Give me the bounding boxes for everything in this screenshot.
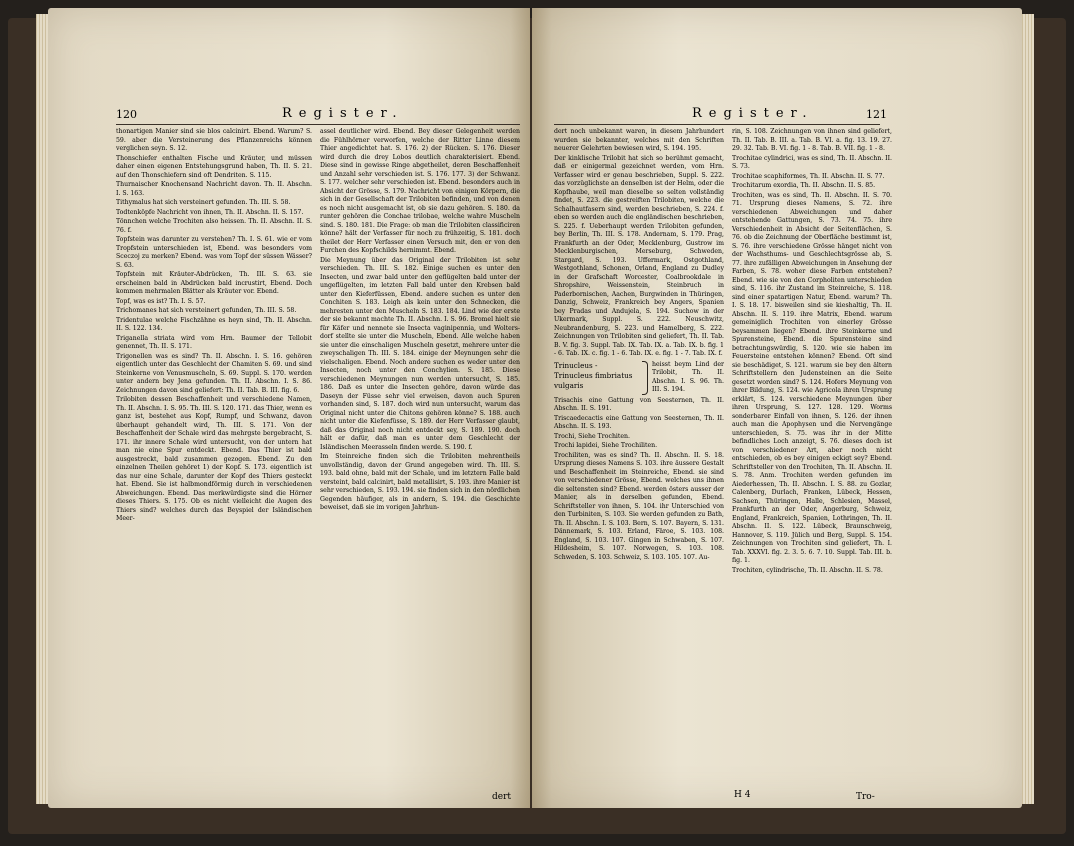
signature-mark: H 4: [734, 790, 751, 800]
index-entry: Trochitarum exordia, Th. II. Abschn. II. S. 85.: [732, 182, 876, 189]
index-entry: Trochitae scaphiformes, Th. II. Abschn. II. S. 77.: [732, 172, 885, 180]
index-entry: Trilobiten dessen Beschaffenheit und verschiedene Namen, Th. II. Abschn. I. S. 95. Th. III. S. 120. 171. das Thier, wenn es ganz ist, bestehet aus Kopf, Rumpf, und Schwanz, davon überhaupt gehandelt wird, Th. III. S. 171. Von der Beschaffenheit der Schale wird das mehrgste bergebracht, S. 171. ihr innere Schale wird untersucht, von der untern hat man nie eine Spur entdeckt. Ebend. Das Thier ist bald ausgestreckt, bald zusammen gezogen. Ebend. Zu den einzelnen Theilen gehöret 1) der Kopf. S. 173. eigentlich ist das nur eine Schale, darunter der Kopf des Thiers gesteckt hat. Ebend. Sie ist halbmondförmig durch in verschiedenen Abweichungen. Ebend. Das merkwürdigste sind die Hörner dieses Thiers. S. 175. Ob es nicht vielleicht die Augen des Thiers sind? welches durch das Beyspiel der Isländischen Meer-: [116, 396, 312, 522]
index-entry: Tridentulae welche Fischzähne es heyn sind, Th. II. Abschn. II. S. 122. 134.: [116, 316, 312, 332]
index-entry: Die Meynung über das Original der Trilobiten ist sehr verschieden. Th. III. S. 182. Einige suchen es unter den Insecten, und zwar bald unter den geflügelten bald unter der ungeflügelten, im letzten Fall bald unter den Krebsen bald unter den Kieferfüssen, Ebend. andere suchen es unter den Conchiten S. 183. Leigh als kein unter den Schnecken, die mehresten unter den Muscheln S. 183. 184. Lind wie der erste der sie bekannt machte Th. II. Abschn. I. S. 96. Bromel hielt sie für Käfer und nennete sie Insecta vaginipennia, und Wolters-dorf stellte sie unter die Muscheln, Ebend. Alle welche haben sie unter die einschaligen Muscheln gesetzt, mehrere unter die zweyschaligen Th. III. S. 184. einige der Meynungen sehr die vielschaligen. Ebend. Noch andere suchen es weder unter den Insecten, noch unter den Conchylien. S. 185. Diese verschiedenen Meynungen nun werden untersucht, S. 185. 186. Daß es unter die Insecten gehöre, davon würde das Daseyn der Füsse sehr viel erweisen, davon auch Spuren vorhanden sind, S. 187. doch wird nun untersucht, warum das Original nicht unter die Chitons gehören könne? S. 188. auch nicht unter die Kiefenfüsse, S. 189. der Herr Verfasser glaubt, daß das Original noch nicht entdeckt sey, S. 189. 190. doch hält er dafür, daß man es unter dem Geschlecht der Isländischen Meerasseln finden werde. S. 190. f.: [320, 256, 520, 451]
index-entry: Trichomanes hat sich versteinert gefunden, Th. III. S. 58.: [116, 307, 297, 314]
brace-bracket: [642, 361, 648, 395]
index-entry: Tönnchen welche Trochiten also heissen. Th. II. Abschn. II. S. 76. f.: [116, 218, 312, 234]
index-entry: Triscaedecactis eine Gattung von Seesternen, Th. II. Abschn. II. S. 193.: [554, 414, 724, 430]
brace-terms: [554, 361, 642, 395]
index-entry: Thurnaischer Knochensand Nachricht davon. Th. II. Abschn. I. S. 163.: [116, 181, 312, 197]
index-entry: Trisachis eine Gattung von Seesternen, Th. II. Abschn. II. S. 191.: [554, 396, 724, 412]
index-entry: thonartigen Manier sind sie blos calcinirt. Ebend. Warum? S. 59. aber die Versteinerung des Pflanzenreichs können verglichen seyn. S. 12.: [116, 128, 312, 152]
index-entry: Tithymalus hat sich versteinert gefunden. Th. III. S. 58.: [116, 199, 291, 206]
index-entry: Thonschiefer enthalten Fische und Kräuter, und müssen daher einen eigenen Entstehungsgrund haben, Th. II. S. 21. auf den Thonschiefern sind oft Dendriten. S. 115.: [116, 154, 312, 179]
index-entry: assel deutlicher wird. Ebend. Bey dieser Gelegenheit werden die Fühlhörner verworfen, welche der Ritter Linne diesem Thier angedichtet hat. S. 176. 2) der Rücken. S. 176. Dieser wird durch die drey Lobos deutlich charakterisiert. Ebend. Diese sind in gewisse Ringe abgetheilet, deren Beschaffenheit und Anzahl sehr verschieden ist. S. 176. 177. 3) der Schwanz. S. 177. welcher sehr verschieden ist. Ebend. besonders auch in Absicht der Grösse, S. 179. Nachricht von einigen Körpern, die sich in der Gesellschaft der Trilobiten befinden, und von denen es noch nicht ausgemacht ist, ob sie dazu gehören. S. 180. da runter gehören die Conchae trilobae, welche wahre Muscheln sind. S. 180. 181. Die Frage: ob man die Trilobiten classificiren könne? hält der Verfasser für noch zu frühzeitig, S. 181. doch theilet der Herr Verfasser einen Versuch mit, den er von den Furchen des Kopfschilds hernimmt. Ebend.: [320, 128, 520, 254]
index-entry: Trigonellen was es sind? Th. II. Abschn. I. S. 16. gehören eigentlich unter das Geschlecht der Chamiten S. 69. und sind Steinkerne von Venusmuscheln, S. 69. Suppl. S. 170. werden unter andern bey Jena gefunden. Th. II. Abschn. I. S. 86. Zeichnungen davon sind geliefert: Th. II. Tab. B. III. fig. 6.: [116, 352, 312, 394]
index-entry: Trinucleus -: [554, 360, 598, 370]
right-running-head: Register.: [692, 106, 814, 121]
index-entry: Triganella striata wird vom Hrn. Baumer der Tellobit genennet, Th. II. S. 171.: [116, 334, 312, 350]
index-entry: rin, S. 108. Zeichnungen von ihnen sind geliefert, Th. II. Tab. B. III. a. Tab. B. VI. a. fig. 13. 19. 27. 29. 32. Tab. B. VI. fig. 1 - 8. Tab. B. VII. fig. 1 - 8.: [732, 128, 892, 152]
index-entry: Der kinklische Trilobit hat sich so berühmt gemacht, daß er einigermal gezeichnet werden, vom Hrn. Verfasser wird er genau beschrieben, Suppl. S. 222. das vorzüglichste an denselben ist der Helm, oder die Kopfhaube, weil man dieselbe so selten vollständig findet, S. 223. die gestreiften Trilobiten, welche die Schalhautfasern sind, werden beschrieben, S. 224. f. eben so werden auch die engländischen beschrieben, S. 225. f. Ueberhaupt werden Trilobiten gefunden, bey Berlin, Th. III. S. 178. Andernam, S. 179. Prag, Frankfurth an der Oder, Mecklenburg, Gustrow im Mecklenburgischen, Merseburg, Schweden, Stargard, S. 193. Uffermark, Ostgothland, Westgothland, Schonen, Orland, England zu Dudley in der Grafschaft Worcester, Coalbrookdale in Shropshire, Weissenstein, Steinbruch in Paderbornischen, Aachen, Burgwinden in Thüringen, Danzig, Schweiz, Frankreich bey Angers, Spanien bey Pradas und Andujela, S. 194. Suchow in der Ukermark, Suppl. S. 222. Neuschwitz, Neubrandenburg, S. 223. und Hamelberg, S. 222. Zeichnungen von Trilobiten sind geliefert, Th. II. Tab. B. V. fig. 3. Suppl. Tab. IX. Tab. IX. a. Tab. IX. b. fig. 1 - 6. Tab. IX. c. fig. 1 - 6. Tab. IX. e. fig. 1 - 7. Tab. IX. f.: [554, 154, 724, 357]
index-entry: Trochiten, cylindrische, Th. II. Abschn. II. S. 78.: [732, 566, 883, 574]
left-header-rule: [116, 124, 520, 125]
index-entry: Im Steinreiche finden sich die Trilobiten mehrentheils unvollständig, davon der Grund angegeben wird. Th. III. S. 193. bald ohne, bald mit der Schale, und im letztern Falle bald versteint, bald calcinirt, bald metallisirt, S. 193. ihre Manier ist sehr verschieden, S. 193. 194. sie finden sich in den nördlichen Gegenden häufiger, als in andern, S. 194. die Geschichte beweiset, daß sie im vorigen Jahrhun-: [320, 453, 520, 511]
index-entry: Trochi, Siehe Trochiten.: [554, 432, 631, 440]
left-running-head: Register.: [282, 106, 404, 121]
left-column-1: [116, 128, 312, 525]
index-entry: Todtenköpfe Nachricht von ihnen, Th. II. Abschn. II. S. 157.: [116, 208, 304, 216]
right-page-number: 121: [866, 108, 887, 121]
index-entry: Topf, was es ist? Th. I. S. 57.: [116, 297, 206, 305]
brace-description: heisst beym Lind der Trilobit, Th. II. Abschn. I. S. 96. Th. III. S. 194.: [652, 360, 724, 393]
index-entry: Trochiliten, was es sind? Th. II. Abschn. II. S. 18. Ursprung dieses Namens S. 103. ihre äussere Gestalt und Beschaffenheit im Steinreiche, Ebend. sie sind von verschiedener Grösse, Ebend. welches uns ihnen die seltensten sind? Ebend. werden östers ausser der Manier, als in derselben gefunden, Ebend. Schriftsteller von ihnen, S. 104. ihr Unterschied von den Turbiniten, S. 103. Sie werden gefunden zu Bath, Th. II. Abschn. I. S. 103. Bern, S. 107. Bayern, S. 131. Dännemark, S. 103. Erland, Färoe, S. 103. 108. England, S. 103. 107. Gingen in Schwaben, S. 107. Hildesheim, S. 107. Norwegen, S. 103. 108. Schweden, S. 103. Schweiz, S. 103. 105. 107. Au-: [554, 451, 724, 561]
index-entry: dert noch unbekannt waren, in diesem Jahrhundert wurden sie bekannter, welches mit den Schriften neuerer Gelehrten bewiesen wird, S. 194. 195.: [554, 128, 724, 152]
index-entry: Trochiten, was es sind, Th. II. Abschn. II. S. 70. 71. Ursprung dieses Namens, S. 72. ihre verschiedenen Abweichungen und daher entstehende Gattungen, S. 73. 74. 75. ihre Verschiedenheit in Absicht der Seitenflächen, S. 76. ob die Zeichnung der Oberfläche bestimmt ist, S. 76. ihre verschiedene Grösse hänget nicht von der Wachsthums- und Geschlechtsgrösse ab, S. 77. ihre zufälligen Abweichungen in Ansehung der Farben, S. 78. woher diese Farben entstehen? Ebend. wie sie von den Corpholiten unterschieden sind, S. 116. ihr Zustand im Steinreiche, S. 118. sind einer spatartigen Natur, Ebend. warum? Th. I. S. 18. 17. bisweilen sind sie kieshaltig, Th. II. Abschn. II. S. 119. ihre Matrix, Ebend. warum gemeiniglich Trochiten von einerley Grösse beysammen liegen? Ebend. ihre Steinkerne und Spurensteine, Ebend. die Spurensteine sind betrachtungswürdig, S. 120. wie sie haben im Feuersteine entstehen können? Ebend. Oft sind sie beschädiget, S. 121. warum sie bey den ältern Schriftstellern den Judensteinen an die Seite gesetzt worden sind? S. 124. Hofers Meynung von ihrer Bildung, S. 124. wie Agricola ihren Ursprung erklärt, S. 124. verschiedene Meynungen über ihren Ursprung, S. 127. 128. 129. Worms sonderbarer Einfall von ihnen, S. 126. der ihnen auch man die Apophysen und die Nervengänge unterschieden, S. 75. was ihr in der Mitte befindliches Loch anzeigt, S. 76. dieses doch ist von verschiedener Art, aber noch nicht entschieden, ob es bey einigen eckigt sey? Ebend. Schriftsteller von den Trochiten, Th. II. Abschn. II. S. 78. Anm. Trochiten werden gefunden im Aiederhessen, Th. II. Abschn. I. S. 88. zu Gozlar, Calenberg, Durlach, Franken, Lübeck, Hessen, Sachsen, Thüringen, Halle, Schlesien, Massel, Frankfurth an der Oder, Angerburg, Schweiz, England, Frankreich, Spanien, Lothringen, Th. II. Abschn. II. S. 122. Lübeck, Braunschweig, Hannover, S. 119. Jülich und Berg, Suppl. S. 154. Zeichnungen von Trochiten sind geliefert, Th. I. Tab. XXXVI. fig. 2. 3. 5. 6. 7. 10. Suppl. Tab. III. b. fig. 1.: [732, 191, 892, 564]
right-header-rule: [554, 124, 880, 125]
left-catchword: dert: [492, 792, 512, 802]
right-column-2: [732, 128, 892, 576]
left-column-2: [320, 128, 520, 514]
index-entry: vulgaris: [554, 380, 584, 390]
trinucleus-brace-group: [554, 361, 724, 395]
right-page-edges: [1020, 14, 1034, 804]
index-entry: Trochitae cylindrici, was es sind, Th. II. Abschn. II. S. 73.: [732, 154, 892, 170]
index-entry: Trinucleus fimbriatus: [554, 370, 633, 380]
right-catchword: Tro-: [856, 792, 875, 802]
index-entry: Topfstein was darunter zu verstehen? Th. I. S. 61. wie er vom Tropfstein unterschieden ist, Ebend. was besonders vom Sceczoj zu merken? Ebend. was vom Topf der süssen Wässer? S. 63.: [116, 236, 312, 269]
index-entry: Trochi lapidei, Siehe Trochiliten.: [554, 442, 658, 449]
index-entry: Topfstein mit Kräuter-Abdrücken, Th. III. S. 63. sie erscheinen bald in Abdrücken bald incrustirt, Ebend. Doch kommen mehrmalen Blätter als Kräuter vor. Ebend.: [116, 271, 312, 295]
left-page-number: 120: [116, 108, 137, 121]
right-column-1: [554, 128, 724, 563]
